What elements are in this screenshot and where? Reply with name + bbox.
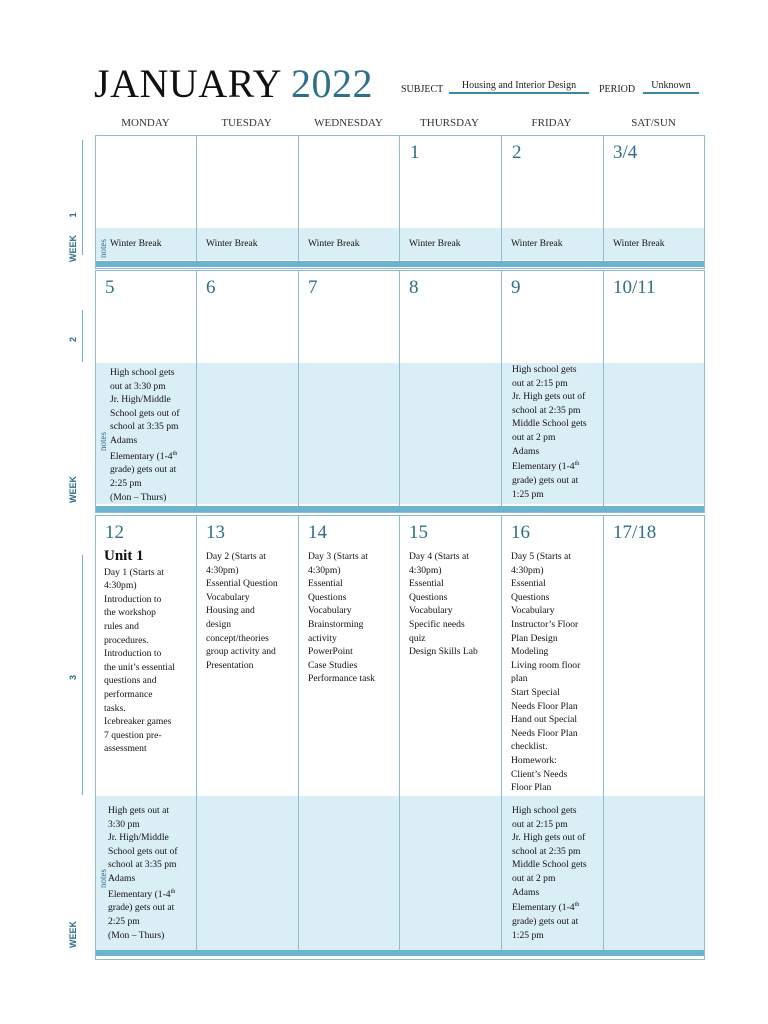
date-13: 13 — [206, 522, 225, 543]
date-7: 7 — [308, 277, 318, 298]
day-header-satsun: SAT/SUN — [631, 117, 676, 129]
date-14: 14 — [308, 522, 327, 543]
day-4-content: Day 4 (Starts at 4:30pm) Essential Questions Vocabulary Specific needs quiz Design Skills Lab — [409, 551, 478, 658]
week-2-number: 2 — [68, 336, 78, 342]
week-3-note-fri: High school gets out at 2:15 pm Jr. High gets out of school at 2:35 pm Middle School gets out at 2 pm Adams Elementary (1-4th grade) gets out at 1:25 pm — [512, 805, 587, 941]
week-2-tuesday — [197, 271, 299, 506]
week-2-note-fri: High school gets out at 2:15 pm Jr. High gets out of school at 2:35 pm Middle School gets out at 2 pm Adams Elementary (1-4th grade) gets out at 1:25 pm — [512, 364, 587, 500]
week-1-note-wed: Winter Break — [308, 238, 360, 249]
week-1-block — [95, 135, 705, 269]
subject-label: SUBJECT — [401, 84, 444, 95]
week-2-strip — [96, 506, 704, 512]
day-header-thursday: THURSDAY — [420, 117, 479, 129]
month-title: JANUARY — [94, 61, 281, 106]
date-8: 8 — [409, 277, 419, 298]
day-header-monday: MONDAY — [121, 117, 170, 129]
day-2-content: Day 2 (Starts at 4:30pm) Essential Question Vocabulary Housing and design concept/theories group activity and Presentation — [206, 551, 278, 671]
week-3-notes-label: notes — [98, 869, 108, 888]
date-17-18: 17/18 — [613, 522, 657, 543]
subject-value: Housing and Interior Design — [449, 80, 589, 94]
unit-heading: Unit 1 — [104, 548, 144, 564]
period-value: Unknown — [643, 80, 699, 94]
day-1-content: Unit 1 Day 1 (Starts at 4:30pm) Introduction to the workshop rules and procedures. Introduction to the unit’s essential questions and performance tasks. Icebreaker games 7 question pre- assessment — [104, 550, 196, 756]
day-3-content: Day 3 (Starts at 4:30pm) Essential Questions Vocabulary Brainstorming activity PowerPoint Case Studies Performance task — [308, 551, 375, 685]
day-header-friday: FRIDAY — [531, 117, 572, 129]
period-label: PERIOD — [599, 84, 636, 95]
week-1-strip — [96, 261, 704, 267]
date-15: 15 — [409, 522, 428, 543]
week-1-note-tue: Winter Break — [206, 238, 258, 249]
week-3-label: WEEK — [68, 921, 78, 948]
week-1-bar — [82, 140, 83, 255]
week-1-label: WEEK 1 — [68, 212, 78, 262]
page-title — [94, 60, 373, 107]
date-9: 9 — [511, 277, 521, 298]
week-3-note-mon: High gets out at 3:30 pm Jr. High/Middle School gets out of school at 3:35 pm Adams Elementary (1-4th grade) gets out at 2:25 pm (Mon – Thurs) — [108, 805, 178, 941]
week-1-notes-label: notes — [98, 239, 108, 258]
week-3-bar — [82, 555, 83, 795]
week-3-number: 3 — [68, 674, 78, 680]
year-title: 2022 — [291, 61, 373, 106]
date-6: 6 — [206, 277, 216, 298]
week-1-note-fri: Winter Break — [511, 238, 563, 249]
week-1-note-sat: Winter Break — [613, 238, 665, 249]
date-1: 1 — [410, 142, 420, 163]
date-2: 2 — [512, 142, 522, 163]
day-header-tuesday: TUESDAY — [221, 117, 272, 129]
week-3-strip — [96, 950, 704, 956]
week-2-notes-label: notes — [98, 432, 108, 451]
week-1-note-mon: Winter Break — [110, 238, 162, 249]
week-2-thursday — [400, 271, 502, 506]
week-2-note-mon: High school gets out at 3:30 pm Jr. High/Middle School gets out of school at 3:35 pm Adams Elementary (1-4th grade) gets out at 2:25 pm (Mon – Thurs) — [110, 367, 180, 503]
week-3-block — [95, 515, 705, 960]
date-3-4: 3/4 — [613, 142, 638, 163]
day-5-content: Day 5 (Starts at 4:30pm) Essential Questions Vocabulary Instructor’s Floor Plan Design Modeling Living room floor plan Start Special Needs Floor Plan Hand out Special Needs Floor Plan checklist. Homework: Client’s Needs Floor Plan — [511, 551, 581, 794]
date-5: 5 — [105, 277, 115, 298]
week-2-label: WEEK — [68, 476, 78, 503]
day-header-wednesday: WEDNESDAY — [314, 117, 383, 129]
date-16: 16 — [511, 522, 530, 543]
week-2-wednesday — [299, 271, 400, 506]
week-2-block — [95, 270, 705, 513]
week-2-bar — [82, 310, 83, 362]
date-12: 12 — [105, 522, 124, 543]
date-10-11: 10/11 — [613, 277, 656, 298]
week-1-note-thu: Winter Break — [409, 238, 461, 249]
